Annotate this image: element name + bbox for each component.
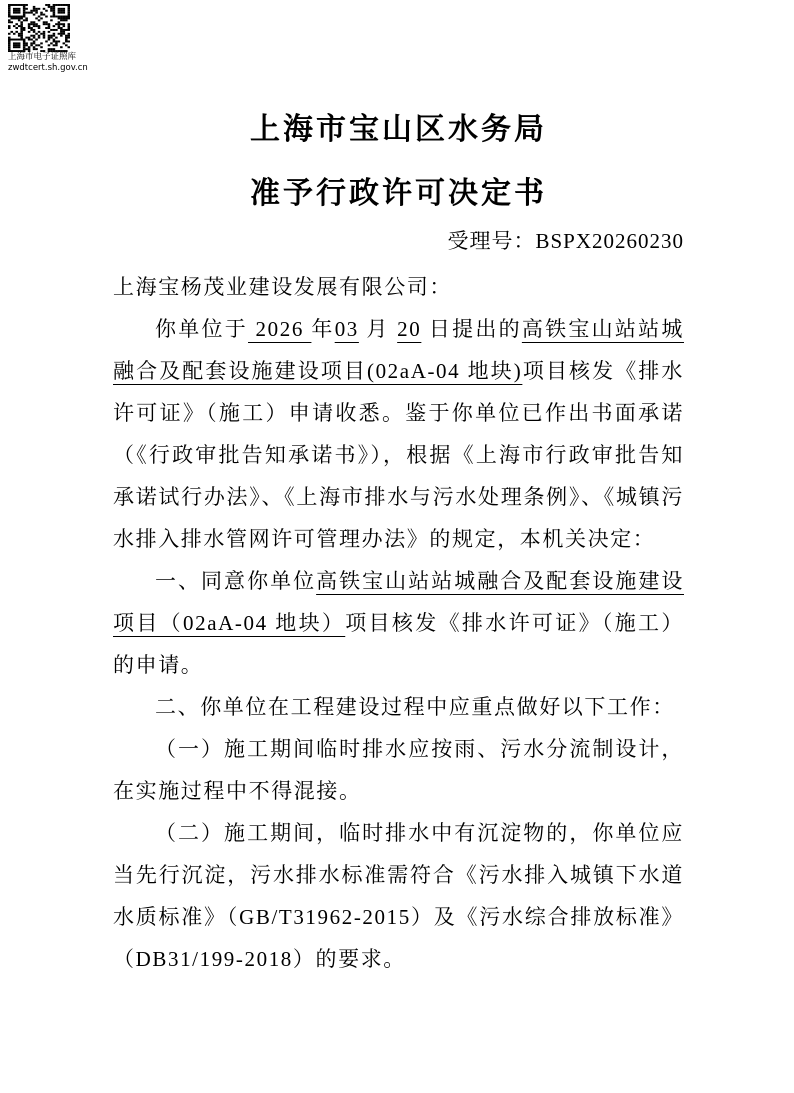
underlined-text-segment: 2026 bbox=[248, 317, 312, 341]
qr-code-icon bbox=[8, 4, 70, 52]
paragraph-2 bbox=[113, 560, 684, 686]
text-segment: （一）施工期间临时排水应按雨、污水分流制设计，在实施过程中不得混接。 bbox=[113, 737, 684, 803]
document-title-line2: 准予行政许可决定书 bbox=[250, 177, 547, 210]
underlined-text-segment: 20 bbox=[397, 317, 422, 341]
addressee: 上海宝杨茂业建设发展有限公司： bbox=[113, 275, 452, 299]
document-title-line1: 上海市宝山区水务局 bbox=[250, 113, 547, 146]
text-segment: 月 bbox=[358, 317, 398, 341]
text-segment: 项目核发《排水许可证》（施工）的申请。 bbox=[113, 611, 684, 677]
acceptance-value: BSPX20260230 bbox=[535, 229, 684, 253]
underlined-text-segment: 高铁宝山站站城融合及配套设施建设项目(02aA-04 地块) bbox=[113, 317, 684, 383]
underlined-text-segment: 高铁宝山站站城融合及配套设施建设项目（02aA-04 地块） bbox=[113, 569, 684, 635]
underlined-text-segment: 03 bbox=[334, 317, 359, 341]
paragraph-5 bbox=[113, 812, 684, 980]
qr-caption-line1: 上海市电子证照库 bbox=[8, 52, 77, 62]
paragraph-4 bbox=[113, 728, 684, 812]
qr-caption-line2: zwdtcert.sh.gov.cn bbox=[8, 63, 88, 73]
paragraph-1 bbox=[113, 308, 684, 560]
text-segment: 年 bbox=[311, 317, 335, 341]
text-segment: 二、你单位在工程建设过程中应重点做好以下工作： bbox=[155, 695, 675, 719]
qr-block bbox=[8, 4, 88, 74]
paragraph-3 bbox=[113, 686, 684, 728]
text-segment: 一、同意你单位 bbox=[155, 569, 317, 593]
acceptance-label: 受理号： bbox=[447, 229, 536, 253]
text-segment: 日提出的 bbox=[421, 317, 522, 341]
text-segment: 项目核发《排水许可证》（施工）申请收悉。鉴于你单位已作出书面承诺（《行政审批告知承诺书》），根据《上海市行政审批告知承诺试行办法》、《上海市排水与污水处理条例》、《城镇污水排入排水管网许可管理办法》的规定，本机关决定： bbox=[113, 359, 685, 551]
text-segment: （二）施工期间，临时排水中有沉淀物的，你单位应当先行沉淀，污水排水标准需符合《污水排入城镇下水道水质标准》（GB/T31962-2015）及《污水综合排放标准》（DB31/199-2018）的要求。 bbox=[113, 821, 684, 971]
text-segment: 你单位于 bbox=[155, 317, 249, 341]
acceptance-number-line bbox=[113, 224, 684, 258]
